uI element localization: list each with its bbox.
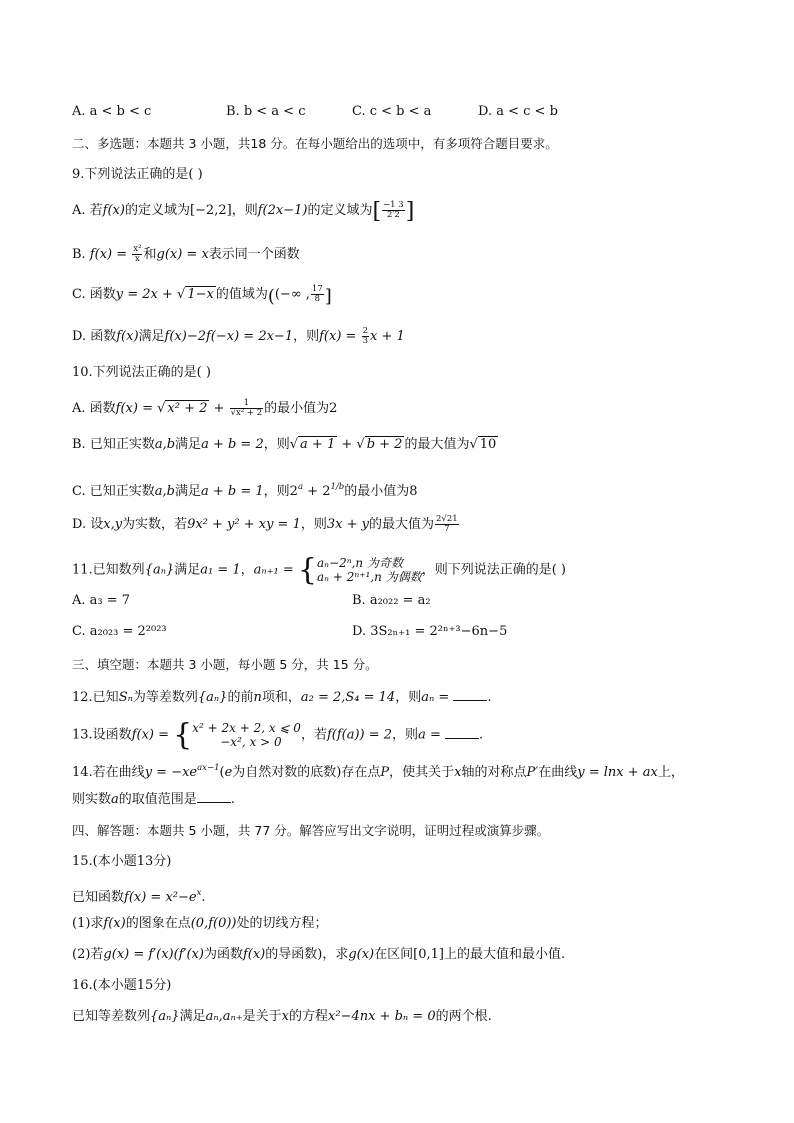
q16-heading: 16.(本小题15分) (72, 978, 172, 993)
q11-option-a: A. a₃ = 7 (72, 593, 131, 608)
q11-option-d: D. 3S₂ₙ₊₁ = 2²ⁿ⁺³−6n−5 (352, 624, 508, 639)
q13: 13.设函数f(x) = { x² + 2x + 2, x ⩽ 0 −x², x > 0 ，若f(f(a)) = 2，则a = . (72, 717, 484, 753)
q11-option-b: B. a₂₀₂₂ = a₂ (352, 593, 431, 608)
q15-heading: 15.(本小题13分) (72, 854, 172, 869)
q9-option-d: D. 函数f(x)满足f(x)−2f(−x) = 2x−1，则f(x) = $\frac{2}{3}$ x + 1 (72, 326, 405, 346)
section-heading-free-response: 四、解答题：本题共 5 小题，共 77 分。解答应写出文字说明，证明过程或演算步骤。 (72, 823, 550, 838)
q12-answer-blank (453, 688, 487, 701)
q14-line2: 则实数a的取值范围是 . (72, 792, 235, 807)
q15-given: 已知函数$f(x) = x^2-e^x$. (72, 888, 206, 905)
q13-answer-blank (445, 726, 479, 739)
q14-line1: 14.若在曲线$y = -xe^{ax-1}(e$为自然对数的底数)存在点P，使其关于x轴的对称点P′在曲线y = lnx + ax上， (72, 763, 684, 780)
q10-option-d: D. 设x,y为实数，若9x² + y² + xy = 1，则3x + y的最大值为 $\frac{2√21}{7}$ (72, 514, 458, 534)
section-heading-multiple-choice: 二、多选题：本题共 3 小题，共18 分。在每小题给出的选项中，有多项符合题目要求。 (72, 136, 558, 151)
q10-option-b: B. 已知正实数a,b满足a + b = 2，则√ a + 1 + √ b + 2 的最大值为√ 10 (72, 437, 497, 452)
q8-option-c: C. c < b < a (352, 104, 432, 119)
q8-option-a: A. a < b < c (72, 104, 152, 119)
q10-option-a: A. 函数f(x) = √ x² + 2 + $\frac{1}{\text{√x² + 2}}$ 的最小值为2 (72, 398, 338, 418)
q15-part1: (1)求f(x)的图象在点(0,f(0))处的切线方程； (72, 916, 328, 931)
section-heading-fill-in: 三、填空题：本题共 3 小题，每小题 5 分，共 15 分。 (72, 657, 378, 672)
q10-option-c: C. 已知正实数a,b满足a + b = 1，则$2^a + 2^{1/b}$的最小值为8 (72, 482, 418, 499)
q16-given: 已知等差数列{aₙ}满足aₙ,aₙ₊是关于x的方程x²−4nx + bₙ = 0的两个根. (72, 1009, 492, 1024)
q15-part2: (2)若g(x) = f′(x)(f′(x)为函数f(x)的导函数)，求g(x)在区间[0,1]上的最大值和最小值. (72, 947, 566, 962)
q14-answer-blank (197, 790, 231, 803)
q11-option-c: C. a₂₀₂₃ = 2²⁰²³ (72, 624, 167, 639)
q9-stem: 9.下列说法正确的是( ) (72, 167, 203, 182)
q11-stem: 11.已知数列{aₙ}满足a₁ = 1，aₙ₊₁ = { aₙ−2ⁿ,n 为奇数 aₙ + 2ⁿ⁺¹,n 为偶数 ，则下列说法正确的是( ) (72, 552, 566, 588)
q9-option-c: C. 函数y = 2x + √ 1−x 的值域为((−∞ , $\frac{17}{8}$ ] (72, 284, 332, 307)
q10-stem: 10.下列说法正确的是( ) (72, 365, 211, 380)
q9-option-a: A. 若f(x)的定义域为[−2,2]，则f(2x−1)的定义域为[ $\frac{-1 3}{2'2}$ ] (72, 199, 415, 224)
q9-option-b: B. f(x) = $\frac{\text{x²}}{x}$ 和g(x) = x表示同一个函数 (72, 244, 300, 264)
q12: 12.已知Sₙ为等差数列{aₙ}的前n项和，a₂ = 2,S₄ = 14，则aₙ = . (72, 690, 492, 705)
q8-option-b: B. b < a < c (226, 104, 306, 119)
q8-option-d: D. a < c < b (478, 104, 558, 119)
